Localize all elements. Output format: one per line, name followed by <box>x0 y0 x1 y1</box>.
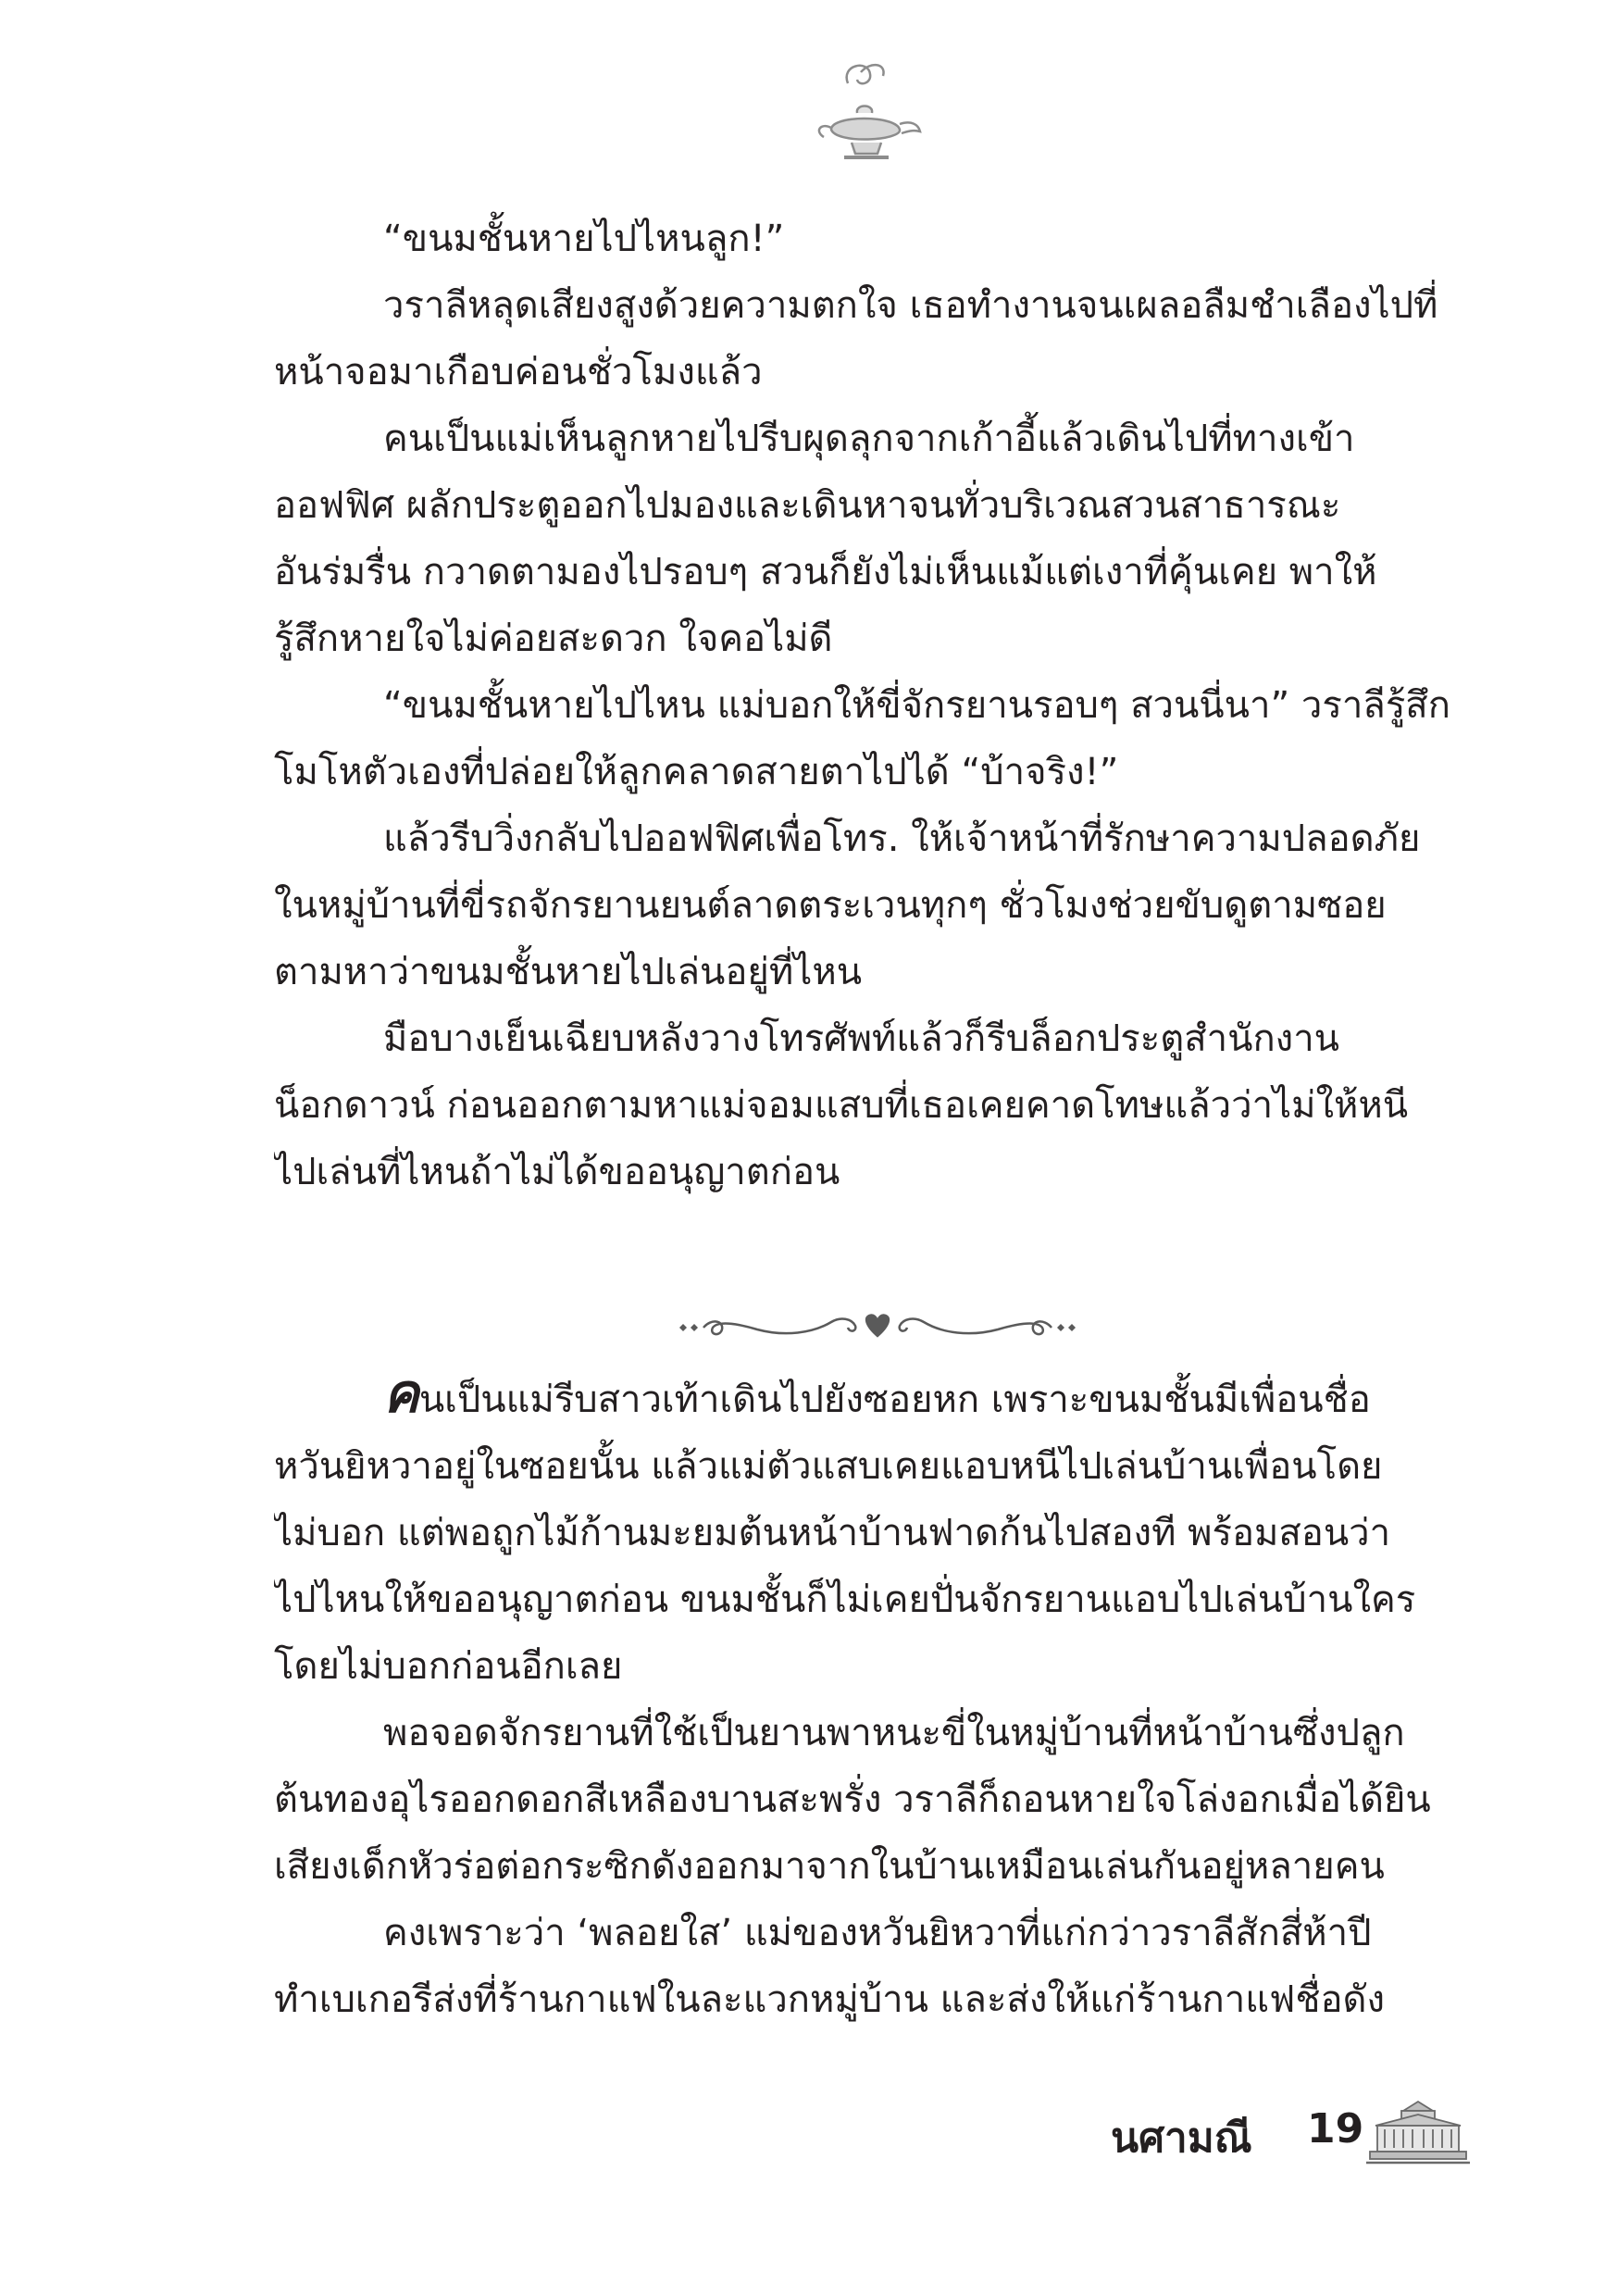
text-line: โมโหตัวเองที่ปล่อยให้ลูกคลาดสายตาไปได้ “บ้าจริง!” <box>274 751 1119 793</box>
body-text-top <box>274 206 1468 1205</box>
text-line-with-drop-cap <box>274 1366 1468 1433</box>
text-line: ไม่บอก แต่พอถูกไม้ก้านมะยมต้นหน้าบ้านฟาดก้นไปสองที พร้อมสอนว่า <box>274 1512 1391 1554</box>
text-line: คนเป็นแม่เห็นลูกหายไปรีบผุดลุกจากเก้าอี้แล้วเดินไปที่ทางเข้า <box>383 418 1355 460</box>
text-line: โดยไม่บอกก่อนอีกเลย <box>274 1645 623 1688</box>
text-line: “ขนมชั้นหายไปไหนลูก!” <box>383 218 785 260</box>
text-line: ในหมู่บ้านที่ขี่รถจักรยานยนต์ลาดตระเวนทุกๆ ชั่วโมงช่วยขับดูตามซอย <box>274 884 1387 927</box>
text-line: นเป็นแม่รีบสาวเท้าเดินไปยังซอยหก เพราะขนมชั้นมีเพื่อนชื่อ <box>418 1379 1371 1421</box>
drop-cap: ค <box>383 1366 419 1425</box>
text-line: ตามหาว่าขนมชั้นหายไปเล่นอยู่ที่ไหน <box>274 951 863 993</box>
text-line: วราลีหลุดเสียงสูงด้วยความตกใจ เธอทำงานจนเผลอลืมชำเลืองไปที่ <box>383 284 1438 327</box>
book-title: นศามณี <box>1111 2115 1252 2162</box>
text-line: “ขนมชั้นหายไปไหน แม่บอกให้ขี่จักรยานรอบๆ สวนนี่นา” วราลีรู้สึก <box>383 684 1450 727</box>
text-line: รู้สึกหายใจไม่ค่อยสะดวก ใจคอไม่ดี <box>274 618 833 660</box>
text-line: แล้วรีบวิ่งกลับไปออฟฟิศเพื่อโทร. ให้เจ้าหน้าที่รักษาความปลอดภัย <box>383 817 1421 860</box>
text-line: น็อกดาวน์ ก่อนออกตามหาแม่จอมแสบที่เธอเคยคาดโทษแล้วว่าไม่ให้หนี <box>274 1084 1409 1127</box>
text-line: ไปไหนให้ขออนุญาตก่อน ขนมชั้นก็ไม่เคยปั่นจักรยานแอบไปเล่นบ้านใคร <box>274 1578 1416 1621</box>
palace-building-icon <box>1366 2098 1470 2166</box>
body-text-bottom <box>274 1366 1468 2033</box>
text-line: ออฟฟิศ ผลักประตูออกไปมองและเดินหาจนทั่วบริเวณสวนสาธารณะ <box>274 484 1341 527</box>
page-number: 19 <box>1307 2105 1364 2152</box>
text-line: ไปเล่นที่ไหนถ้าไม่ได้ขออนุญาตก่อน <box>274 1151 840 1193</box>
text-line: ต้นทองอุไรออกดอกสีเหลืองบานสะพรั่ง วราลีก็ถอนหายใจโล่งอกเมื่อได้ยิน <box>274 1778 1431 1821</box>
text-line: มือบางเย็นเฉียบหลังวางโทรศัพท์แล้วก็รีบล็อกประตูสำนักงาน <box>383 1017 1340 1060</box>
text-line: พอจอดจักรยานที่ใช้เป็นยานพาหนะขี่ในหมู่บ้านที่หน้าบ้านซึ่งปลูก <box>383 1712 1405 1754</box>
genie-lamp-icon <box>803 56 924 167</box>
text-line: คงเพราะว่า ‘พลอยใส’ แม่ของหวันยิหวาที่แก่กว่าวราลีสักสี่ห้าปี <box>383 1912 1372 1954</box>
text-line: เสียงเด็กหัวร่อต่อกระซิกดังออกมาจากในบ้านเหมือนเล่นกันอยู่หลายคน <box>274 1845 1385 1888</box>
text-line: หน้าจอมาเกือบค่อนชั่วโมงแล้ว <box>274 351 763 393</box>
heart-flourish-divider-icon <box>674 1305 1081 1352</box>
text-line: อันร่มรื่น กวาดตามองไปรอบๆ สวนก็ยังไม่เห็นแม้แต่เงาที่คุ้นเคย พาให้ <box>274 551 1377 593</box>
text-line: หวันยิหวาอยู่ในซอยนั้น แล้วแม่ตัวแสบเคยแอบหนีไปเล่นบ้านเพื่อนโดย <box>274 1445 1383 1488</box>
text-line: ทำเบเกอรีส่งที่ร้านกาแฟในละแวกหมู่บ้าน และส่งให้แก่ร้านกาแฟชื่อดัง <box>274 1978 1386 2021</box>
page-footer <box>1083 2098 1472 2172</box>
